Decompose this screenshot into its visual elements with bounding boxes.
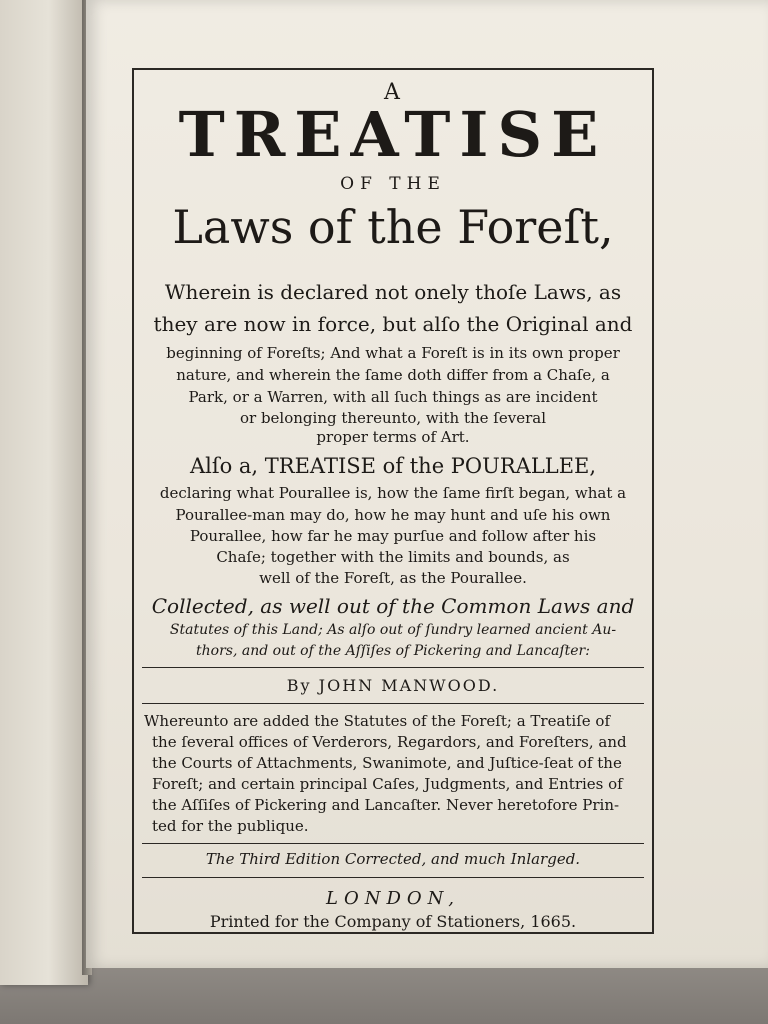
- para3-line: thors, and out of the Aſſiſes of Pickering and Lancaſter:: [196, 643, 590, 659]
- divider-rule: [142, 877, 644, 878]
- imprint-printer: Printed for the Company of Stationers, 1665.: [209, 912, 577, 931]
- edition-note: The Third Edition Corrected, and much Inlarged.: [205, 850, 581, 868]
- para2-line: Alſo a, TREATISE of the POURALLEE,: [189, 454, 597, 478]
- title-laws-of-the-forest: Laws of the Foreſt,: [172, 200, 614, 254]
- para3-line: Collected, as well out of the Common Laws and: [151, 594, 635, 618]
- para3-line: Statutes of this Land; As alſo out of ſundry learned ancient Au-: [169, 622, 617, 638]
- para2-line: well of the Foreſt, as the Pourallee.: [259, 569, 527, 587]
- para1-line: proper terms of Art.: [316, 428, 470, 446]
- left-page-edge: [0, 0, 88, 985]
- para4-line: the ſeveral offices of Verderors, Regardors, and Foreſters, and: [152, 733, 627, 751]
- para4-line: the Aſſiſes of Pickering and Lancaſter. Never heretofore Prin-: [152, 796, 620, 814]
- para2-line: declaring what Pourallee is, how the ſame firſt began, what a: [159, 484, 627, 502]
- title-article: A: [384, 80, 402, 105]
- para4-line: ted for the publique.: [152, 817, 309, 835]
- divider-rule: [142, 667, 644, 668]
- title-treatise: TREATISE: [178, 98, 608, 171]
- divider-rule: [142, 703, 644, 704]
- para1-line: nature, and wherein the ſame doth differ from a Chaſe, a: [176, 366, 610, 384]
- para4-line: Foreſt; and certain principal Caſes, Judgments, and Entries of: [152, 775, 623, 793]
- para1-line: they are now in force, but alſo the Original and: [153, 312, 633, 336]
- para4-line: the Courts of Attachments, Swanimote, and Juſtice-ſeat of the: [152, 754, 622, 772]
- para2-line: Pourallee, how far he may purſue and follow after his: [189, 527, 597, 545]
- para2-line: Chaſe; together with the limits and bounds, as: [216, 548, 570, 566]
- para1-line: Wherein is declared not onely thoſe Laws, as: [164, 280, 622, 304]
- para1-line: Park, or a Warren, with all ſuch things as are incident: [188, 388, 598, 406]
- divider-rule: [142, 843, 644, 844]
- title-of-the: OF THE: [340, 174, 446, 194]
- title-page-frame: [132, 68, 654, 934]
- para2-line: Pourallee-man may do, how he may hunt and uſe his own: [175, 506, 611, 524]
- imprint-city: LONDON,: [326, 888, 460, 909]
- para4-line: Whereunto are added the Statutes of the Foreſt; a Treatiſe of: [144, 712, 611, 730]
- para1-line: beginning of Foreſts; And what a Foreſt is in its own proper: [166, 344, 620, 362]
- para1-line: or belonging thereunto, with the ſeveral: [239, 409, 546, 427]
- author-byline: By JOHN MANWOOD.: [286, 676, 500, 695]
